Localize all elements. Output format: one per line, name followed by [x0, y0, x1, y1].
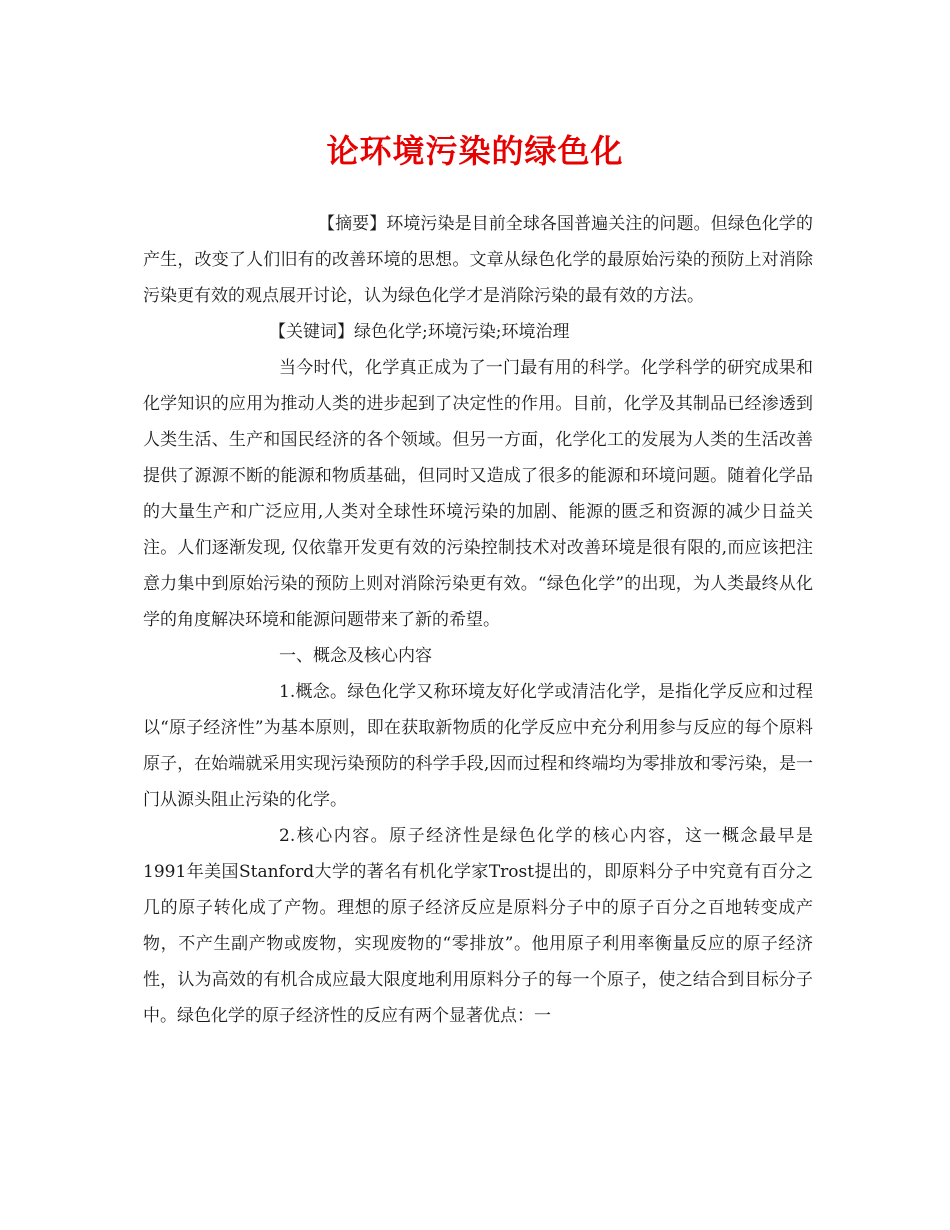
document-title: 论环境污染的绿色化 — [326, 132, 624, 170]
document-body — [143, 206, 813, 1034]
intro-paragraph: 当今时代，化学真正成为了一门最有用的科学。化学科学的研究成果和化学知识的应用为推动人类的进步起到了决定性的作用。目前，化学及其制品已经渗透到人类生活、生产和国民经济的各个领域。但另一方面，化学化工的发展为人类的生活改善提供了源源不断的能源和物质基础，但同时又造成了很多的能源和环境问题。随着化学品的大量生产和广泛应用,人类对全球性环境污染的加剧、能源的匮乏和资源的减少日益关注。人们逐渐发现, 仅依靠开发更有效的污染控制技术对改善环境是很有限的,而应该把注意力集中到原始污染的预防上则对消除污染更有效。“绿色化学”的出现，为人类最终从化学的角度解决环境和能源问题带来了新的希望。 — [143, 358, 813, 630]
concept-paragraph: 1.概念。绿色化学又称环境友好化学或清洁化学，是指化学反应和过程以“原子经济性”为基本原则，即在获取新物质的化学反应中充分利用参与反应的每个原料原子，在始端就采用实现污染预防的科学手段,因而过程和终端均为零排放和零污染，是一门从源头阻止污染的化学。 — [143, 682, 813, 810]
section-heading: 一、概念及核心内容 — [279, 646, 432, 666]
abstract-paragraph: 【摘要】环境污染是目前全球各国普遍关注的问题。但绿色化学的产生，改变了人们旧有的改善环境的思想。文章从绿色化学的最原始污染的预防上对消除污染更有效的观点展开讨论，认为绿色化学才是消除污染的最有效的方法。 — [143, 214, 813, 306]
keywords-paragraph: 【关键词】绿色化学;环境污染;环境治理 — [269, 322, 570, 342]
core-content-paragraph: 2.核心内容。原子经济性是绿色化学的核心内容，这一概念最早是1991年美国Stanford大学的著名有机化学家Trost提出的，即原料分子中究竟有百分之几的原子转化成了产物。理想的原子经济反应是原料分子中的原子百分之百地转变成产物，不产生副产物或废物，实现废物的“零排放”。他用原子利用率衡量反应的原子经济性，认为高效的有机合成应最大限度地利用原料分子的每一个原子，使之结合到目标分子中。绿色化学的原子经济性的反应有两个显著优点：一 — [143, 826, 813, 1026]
